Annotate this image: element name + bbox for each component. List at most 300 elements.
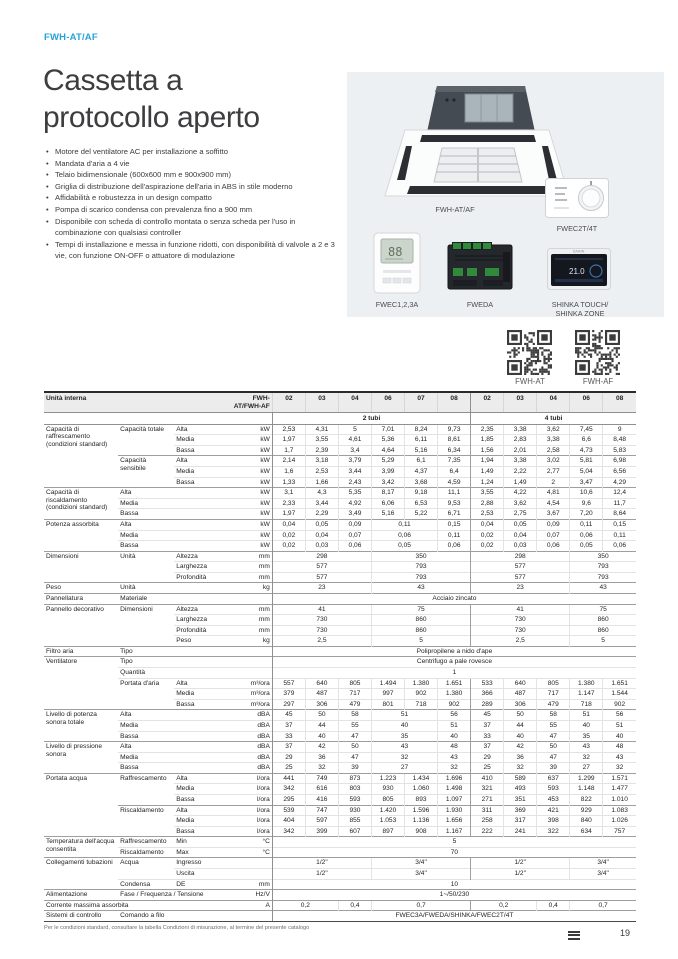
spec-row	[44, 900, 636, 911]
spec-value: 45	[272, 710, 305, 721]
product-image-panel	[347, 72, 664, 317]
spec-value: 0,11	[438, 530, 471, 541]
spec-value: 793	[570, 562, 636, 573]
spec-value: 3,44	[305, 498, 338, 509]
spec-value: 51	[570, 710, 603, 721]
spec-value: 730	[471, 615, 570, 626]
spec-value: 258	[471, 816, 504, 827]
spec-unit: l/ora	[229, 784, 272, 795]
spec-row-label: Peso	[44, 583, 118, 594]
spec-row-label: Riscaldamento	[118, 805, 174, 837]
spec-unit: kW	[229, 424, 272, 435]
spec-row-label: Corrente massima assorbita	[44, 900, 229, 911]
spec-value: 10,6	[570, 488, 603, 499]
spec-unit: dBA	[229, 731, 272, 742]
spec-value: 479	[537, 699, 570, 710]
spec-value: 4,29	[603, 477, 636, 488]
spec-value: 2,29	[305, 509, 338, 520]
spec-value: 1/2"	[272, 869, 371, 880]
spec-value: 37	[272, 720, 305, 731]
spec-value: 0,11	[570, 519, 603, 530]
spec-value: 0,09	[338, 519, 371, 530]
spec-value: 289	[471, 699, 504, 710]
size-column-header: 02	[272, 392, 305, 413]
spec-value: 2,53	[471, 509, 504, 520]
spec-row-label: Larghezza	[174, 615, 229, 626]
spec-value: 11,7	[603, 498, 636, 509]
fwec123a-thermostat-label: FWEC1,2,3A	[375, 300, 419, 309]
spec-value: 3,79	[338, 456, 371, 467]
spec-value: 44	[504, 720, 537, 731]
pipe-group-label: 2 tubi	[272, 413, 470, 425]
pipe-group-row	[44, 413, 636, 425]
spec-value: 48	[603, 742, 636, 753]
spec-unit: dBA	[229, 763, 272, 774]
spec-row	[44, 837, 636, 848]
spec-table-section	[44, 391, 636, 931]
spec-unit: kW	[229, 445, 272, 456]
spec-value: 1.571	[603, 773, 636, 784]
spec-value: 33	[272, 731, 305, 742]
spec-value: 3/4"	[570, 869, 636, 880]
spec-unit: kg	[229, 583, 272, 594]
size-column-header: 06	[570, 392, 603, 413]
spec-value: Centrifugo a pale rovesce	[272, 657, 636, 668]
spec-value: 3,42	[371, 477, 404, 488]
feature-bullet: • Telaio bidimensionale (600x600 mm e 900x900 mm)	[44, 169, 344, 181]
spec-value: 0,02	[471, 541, 504, 552]
spec-value: 1.477	[603, 784, 636, 795]
spec-value: 539	[272, 805, 305, 816]
spec-value: 44	[305, 720, 338, 731]
spec-unit: dBA	[229, 752, 272, 763]
spec-value: 5,83	[603, 445, 636, 456]
spec-value: 369	[504, 805, 537, 816]
spec-value: 3,38	[537, 435, 570, 446]
spec-row-label: Capacità totale	[118, 424, 174, 456]
spec-value: 416	[305, 794, 338, 805]
spec-value: 0,15	[603, 519, 636, 530]
spec-row-label: Alimentazione	[44, 890, 118, 901]
spec-value: 12,4	[603, 488, 636, 499]
spec-value: 342	[272, 784, 305, 795]
shinka-label-line2: SHINKA ZONE	[555, 309, 605, 318]
spec-row	[44, 583, 636, 594]
spec-value: 6,34	[438, 445, 471, 456]
spec-row-label: Sistemi di controllo	[44, 911, 118, 922]
spec-value: 32	[371, 752, 437, 763]
spec-value: 0,02	[471, 530, 504, 541]
spec-unit: l/ora	[229, 805, 272, 816]
spec-value: 3,1	[272, 488, 305, 499]
spec-value: 45	[471, 710, 504, 721]
spec-row-label: Bassa	[174, 445, 229, 456]
spec-row-label: Tipo	[118, 657, 229, 668]
spec-value: 793	[570, 572, 636, 583]
spec-value: 6,1	[405, 456, 438, 467]
spec-row-label: Bassa	[174, 794, 229, 805]
spec-value: 860	[570, 615, 636, 626]
spec-value: 350	[570, 551, 636, 562]
spec-value: 32	[504, 763, 537, 774]
spec-value: 398	[537, 816, 570, 827]
spec-value: 0,06	[438, 541, 471, 552]
spec-value: 6,11	[405, 435, 438, 446]
spec-value: 487	[504, 689, 537, 700]
spec-value: 3/4"	[371, 869, 470, 880]
spec-value: 793	[371, 572, 470, 583]
spec-unit: mm	[229, 625, 272, 636]
spec-value: 0,7	[371, 900, 470, 911]
spec-value: 730	[471, 625, 570, 636]
spec-unit: l/ora	[229, 794, 272, 805]
spec-value: 1,6	[272, 467, 305, 478]
spec-value: 33	[471, 731, 504, 742]
spec-value: 6,98	[603, 456, 636, 467]
spec-value: 0,15	[438, 519, 471, 530]
spec-value: 493	[504, 784, 537, 795]
spec-value: 1,49	[504, 477, 537, 488]
spec-row-label: Media	[118, 498, 229, 509]
spec-row	[44, 805, 636, 816]
spec-row	[44, 911, 636, 922]
spec-value: 1,85	[471, 435, 504, 446]
spec-value: 1	[272, 668, 636, 679]
spec-row-label: Alta	[174, 424, 229, 435]
spec-value: 0,05	[504, 519, 537, 530]
size-column-header: 06	[371, 392, 404, 413]
hamburger-menu-icon[interactable]	[568, 931, 580, 940]
spec-value: 351	[504, 794, 537, 805]
size-column-header: 02	[471, 392, 504, 413]
spec-value: 0,11	[603, 530, 636, 541]
spec-value: 747	[305, 805, 338, 816]
spec-value: 40	[371, 720, 437, 731]
spec-value: 533	[471, 678, 504, 689]
spec-value: 40	[603, 731, 636, 742]
spec-row-label: Profondità	[174, 625, 229, 636]
spec-value: 2,5	[471, 636, 570, 647]
spec-value: 4,64	[371, 445, 404, 456]
size-column-header: 08	[438, 392, 471, 413]
spec-value: 3,49	[338, 509, 371, 520]
spec-value: 37	[471, 720, 504, 731]
spec-value: 43	[570, 742, 603, 753]
page-number: 19	[619, 928, 630, 938]
spec-row-label: Alta	[118, 710, 229, 721]
spec-value: 42	[504, 742, 537, 753]
spec-value: 717	[537, 689, 570, 700]
feature-bullet: • Disponibile con scheda di controllo montata o senza scheda per l'uso in combinazione con qualsiasi controller	[44, 216, 344, 239]
feature-bullet: • Griglia di distribuzione dell'aspirazione dell'aria in ABS in stile moderno	[44, 181, 344, 193]
spec-row-label: Portata d'aria	[118, 678, 174, 710]
feature-bullet: • Affidabilità e robustezza in un design compatto	[44, 192, 344, 204]
spec-row-label: Materiale	[118, 593, 229, 604]
fwec2t-controller-image	[545, 178, 609, 218]
feature-bullet: • Tempi di installazione e messa in funzione ridotti, con disponibilità di valvole a 2 e 3 vie, con funzione ON-OFF o attuatore di modulazione	[44, 239, 344, 262]
spec-value: 50	[504, 710, 537, 721]
spec-value: 3,62	[537, 424, 570, 435]
spec-value: 43	[570, 583, 636, 594]
spec-row-label: Dimensioni	[44, 551, 118, 583]
spec-value: 634	[570, 826, 603, 837]
spec-value: 4,81	[537, 488, 570, 499]
spec-value: 3,38	[504, 424, 537, 435]
spec-value: 0,07	[537, 530, 570, 541]
spec-value: 730	[272, 615, 371, 626]
spec-value: 1~/50/230	[272, 890, 636, 901]
spec-value: 1.148	[570, 784, 603, 795]
spec-value: 893	[405, 794, 438, 805]
spec-unit: kW	[229, 477, 272, 488]
spec-value: 1,33	[272, 477, 305, 488]
spec-value: 1.651	[438, 678, 471, 689]
spec-value: 1,66	[305, 477, 338, 488]
spec-value: 4,92	[338, 498, 371, 509]
qr-label-fwh-af: FWH-AF	[582, 377, 614, 386]
spec-value: 6,6	[570, 435, 603, 446]
spec-value: 5	[272, 837, 636, 848]
spec-unit: kW	[229, 498, 272, 509]
spec-value: 0,05	[305, 519, 338, 530]
spec-unit: Hz/V	[229, 890, 272, 901]
spec-value: Polipropilene a nido d'ape	[272, 646, 636, 657]
spec-row-label: Alta	[174, 678, 229, 689]
spec-value: 1.696	[438, 773, 471, 784]
spec-value: 637	[537, 773, 570, 784]
spec-value: 40	[438, 731, 471, 742]
spec-value: 1.494	[371, 678, 404, 689]
spec-row-label: Larghezza	[174, 562, 229, 573]
spec-value: 4,61	[338, 435, 371, 446]
spec-value: 2,33	[272, 498, 305, 509]
spec-value: 5,22	[405, 509, 438, 520]
fwec2t-controller-label: FWEC2T/4T	[556, 224, 598, 233]
spec-value: 1,7	[272, 445, 305, 456]
spec-unit: kW	[229, 467, 272, 478]
spec-value: 4,22	[504, 488, 537, 499]
spec-row	[44, 731, 636, 742]
page-title-line1: Cassetta a	[43, 64, 183, 97]
spec-value: 3,99	[371, 467, 404, 478]
spec-value: 0,06	[537, 541, 570, 552]
spec-value: 0,04	[504, 530, 537, 541]
spec-unit	[229, 869, 272, 880]
spec-value: 1,49	[471, 467, 504, 478]
spec-row-label: Unità	[118, 583, 229, 594]
fweda-module-label: FWEDA	[466, 300, 494, 309]
spec-value: 0,05	[371, 541, 437, 552]
spec-value: 3,47	[570, 477, 603, 488]
spec-row-label: Bassa	[118, 731, 229, 742]
spec-row-label: Uscita	[174, 869, 229, 880]
spec-value: 39	[537, 763, 570, 774]
feature-bullet: • Motore del ventilatore AC per installazione a soffitto	[44, 146, 344, 158]
spec-unit: kW	[229, 541, 272, 552]
spec-value: 311	[471, 805, 504, 816]
spec-row	[44, 509, 636, 520]
spec-unit: dBA	[229, 710, 272, 721]
spec-value: 43	[603, 752, 636, 763]
spec-row-label: Livello di potenza sonora totale	[44, 710, 118, 742]
spec-value: 295	[272, 794, 305, 805]
spec-value: 0,02	[272, 530, 305, 541]
spec-row-label: Bassa	[118, 763, 229, 774]
spec-value: 1.167	[438, 826, 471, 837]
spec-row	[44, 858, 636, 869]
spec-value: 36	[504, 752, 537, 763]
qr-code-fwh-at	[507, 330, 552, 375]
spec-value: 4,3	[305, 488, 338, 499]
spec-value: 32	[438, 763, 471, 774]
spec-value: 6,56	[603, 467, 636, 478]
spec-value: 487	[305, 689, 338, 700]
spec-value: 7,20	[570, 509, 603, 520]
spec-value: 322	[537, 826, 570, 837]
spec-value: 902	[405, 689, 438, 700]
spec-value: 803	[338, 784, 371, 795]
spec-value: 607	[338, 826, 371, 837]
spec-row-label: DE	[174, 879, 229, 890]
spec-value: 577	[471, 572, 570, 583]
spec-value: 4,37	[405, 467, 438, 478]
svg-text:21.0: 21.0	[569, 267, 585, 276]
spec-value: 0,04	[471, 519, 504, 530]
spec-value: 9,73	[438, 424, 471, 435]
spec-row-label: Alta	[174, 456, 229, 467]
spec-value: 8,61	[438, 435, 471, 446]
spec-value: 1.651	[603, 678, 636, 689]
spec-value: 51	[438, 720, 471, 731]
spec-value: 421	[537, 805, 570, 816]
spec-value: 51	[371, 710, 437, 721]
spec-value: 6,53	[405, 498, 438, 509]
spec-value: 2,22	[504, 467, 537, 478]
spec-value: 2,88	[471, 498, 504, 509]
spec-value: 75	[371, 604, 470, 615]
spec-value: 997	[371, 689, 404, 700]
spec-value: 1.147	[570, 689, 603, 700]
spec-value: 1,94	[471, 456, 504, 467]
spec-row-label: Condensa	[118, 879, 174, 890]
spec-row-label: Media	[118, 530, 229, 541]
cassette-unit-label: FWH-AT/AF	[435, 205, 475, 214]
spec-value: 58	[537, 710, 570, 721]
spec-unit: l/ora	[229, 773, 272, 784]
spec-unit: kW	[229, 435, 272, 446]
spec-value: 0,4	[338, 900, 371, 911]
spec-value: 41	[272, 604, 371, 615]
spec-row-label: Peso	[174, 636, 229, 647]
spec-row	[44, 710, 636, 721]
spec-row-label: Profondità	[174, 572, 229, 583]
spec-value: 2,14	[272, 456, 305, 467]
pipe-group-label: 4 tubi	[471, 413, 636, 425]
spec-unit: l/ora	[229, 816, 272, 827]
spec-value: 297	[272, 699, 305, 710]
spec-row	[44, 488, 636, 499]
spec-row-label: Media	[174, 467, 229, 478]
spec-value: 801	[371, 699, 404, 710]
spec-unit	[229, 593, 272, 604]
spec-unit: dBA	[229, 720, 272, 731]
spec-value: 0,07	[338, 530, 371, 541]
spec-value: 298	[471, 551, 570, 562]
shinka-touch-label	[543, 300, 617, 318]
spec-value: 4,54	[537, 498, 570, 509]
spec-value: 1.498	[438, 784, 471, 795]
spec-value: 43	[371, 742, 437, 753]
spec-row-label: Media	[118, 720, 229, 731]
spec-value: 5	[338, 424, 371, 435]
spec-value: 0,06	[603, 541, 636, 552]
spec-row	[44, 424, 636, 435]
spec-row-label: Raffrescamento	[118, 773, 174, 805]
size-column-header: 08	[603, 392, 636, 413]
spec-value: 4,31	[305, 424, 338, 435]
shinka-label-line1: SHINKA TOUCH/	[551, 300, 609, 309]
spec-unit: °C	[229, 847, 272, 858]
spec-value: 9,18	[405, 488, 438, 499]
spec-value: 3,55	[305, 435, 338, 446]
spec-value: 47	[338, 731, 371, 742]
spec-row-label: Bassa	[174, 826, 229, 837]
spec-value: 0,03	[504, 541, 537, 552]
spec-row-label: Unità	[118, 551, 174, 583]
spec-value: 0,03	[305, 541, 338, 552]
spec-value: 4,59	[438, 477, 471, 488]
table-title: Unità interna	[44, 392, 229, 413]
spec-value: 860	[570, 625, 636, 636]
spec-value: 0,06	[570, 530, 603, 541]
spec-value: 8,64	[603, 509, 636, 520]
spec-row-label: Media	[174, 689, 229, 700]
spec-row-label: Bassa	[174, 477, 229, 488]
spec-value: 860	[371, 625, 470, 636]
spec-unit	[229, 657, 272, 668]
spec-row-label: Media	[174, 816, 229, 827]
spec-value: 9,6	[570, 498, 603, 509]
spec-value: 1.380	[570, 678, 603, 689]
spec-value: 3,38	[504, 456, 537, 467]
spec-value: 640	[305, 678, 338, 689]
spec-value: 1.083	[603, 805, 636, 816]
spec-value: 453	[537, 794, 570, 805]
spec-row-label: Livello di pressione sonora	[44, 742, 118, 774]
fweda-module-image	[447, 242, 513, 292]
spec-value: 39	[338, 763, 371, 774]
spec-unit: dBA	[229, 742, 272, 753]
spec-value: 9	[603, 424, 636, 435]
spec-value: 1.010	[603, 794, 636, 805]
spec-value: 1/2"	[471, 858, 570, 869]
fwec123a-thermostat-image	[373, 232, 421, 294]
spec-value: 1.596	[405, 805, 438, 816]
spec-unit: l/ora	[229, 826, 272, 837]
spec-value: 1.136	[405, 816, 438, 827]
spec-value: 7,01	[371, 424, 404, 435]
spec-value: 1.060	[405, 784, 438, 795]
spec-value: 50	[338, 742, 371, 753]
spec-value: 75	[570, 604, 636, 615]
spec-value: 42	[305, 742, 338, 753]
spec-value: 616	[305, 784, 338, 795]
spec-value: 2,53	[272, 424, 305, 435]
spec-row-label: Quantità	[118, 668, 229, 679]
spec-row	[44, 456, 636, 467]
qr-label-fwh-at: FWH-AT	[515, 377, 545, 386]
spec-value: 2,77	[537, 467, 570, 478]
